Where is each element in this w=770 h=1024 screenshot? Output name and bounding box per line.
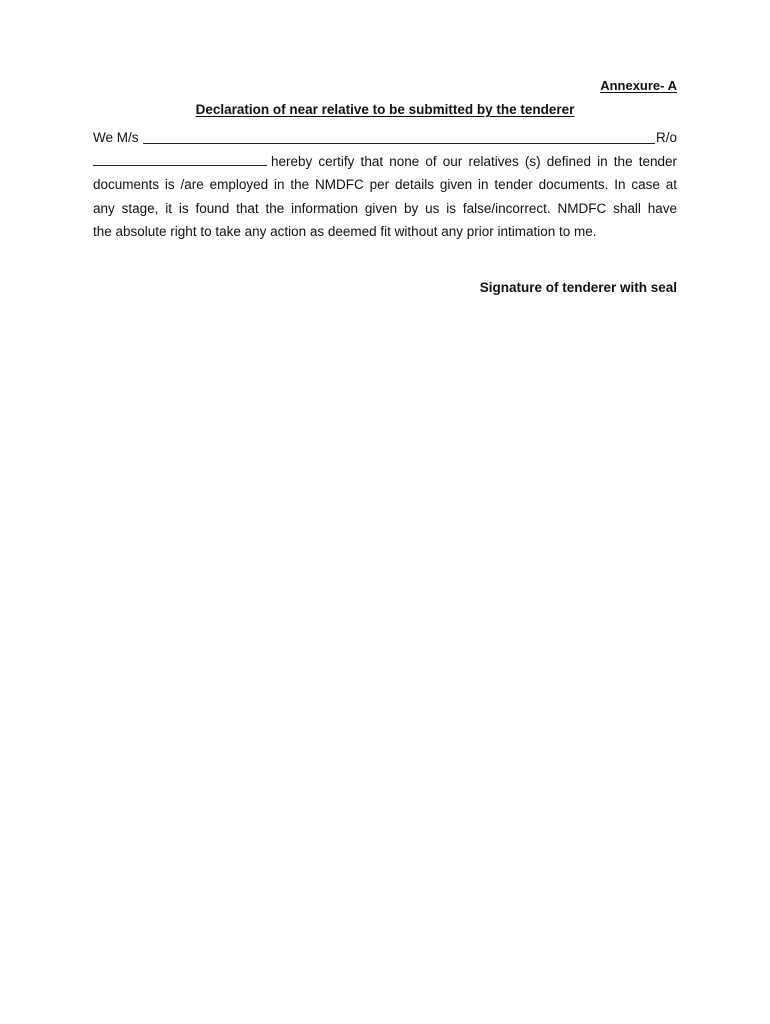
- address-blank: [93, 150, 267, 166]
- declaration-line-1: [93, 126, 677, 150]
- firm-name-blank: [143, 126, 655, 144]
- declaration-body: [93, 126, 677, 244]
- declaration-line-3: [93, 173, 677, 197]
- declaration-line-5-text: the absolute right to take any action as deemed fit without any prior intimation to me.: [93, 224, 597, 239]
- declaration-heading: Declaration of near relative to be submitted by the tenderer: [195, 102, 575, 117]
- we-ms-label: We M/s: [93, 130, 139, 145]
- declaration-line-3-text: documents is /are employed in the NMDFC per details given in tender documents. In case at: [93, 177, 677, 192]
- declaration-line-4: [93, 197, 677, 221]
- declaration-line-4-text: any stage, it is found that the information given by us is false/incorrect. NMDFC shall have: [93, 200, 677, 216]
- signature-label: Signature of tenderer with seal: [479, 280, 677, 295]
- ro-label: R/o: [655, 130, 677, 145]
- declaration-line-5: [93, 220, 677, 244]
- declaration-line-2-text: hereby certify that none of our relatives (s) defined in the tender: [271, 153, 677, 169]
- declaration-line-2: [93, 150, 677, 174]
- annexure-label: Annexure- A: [600, 78, 677, 93]
